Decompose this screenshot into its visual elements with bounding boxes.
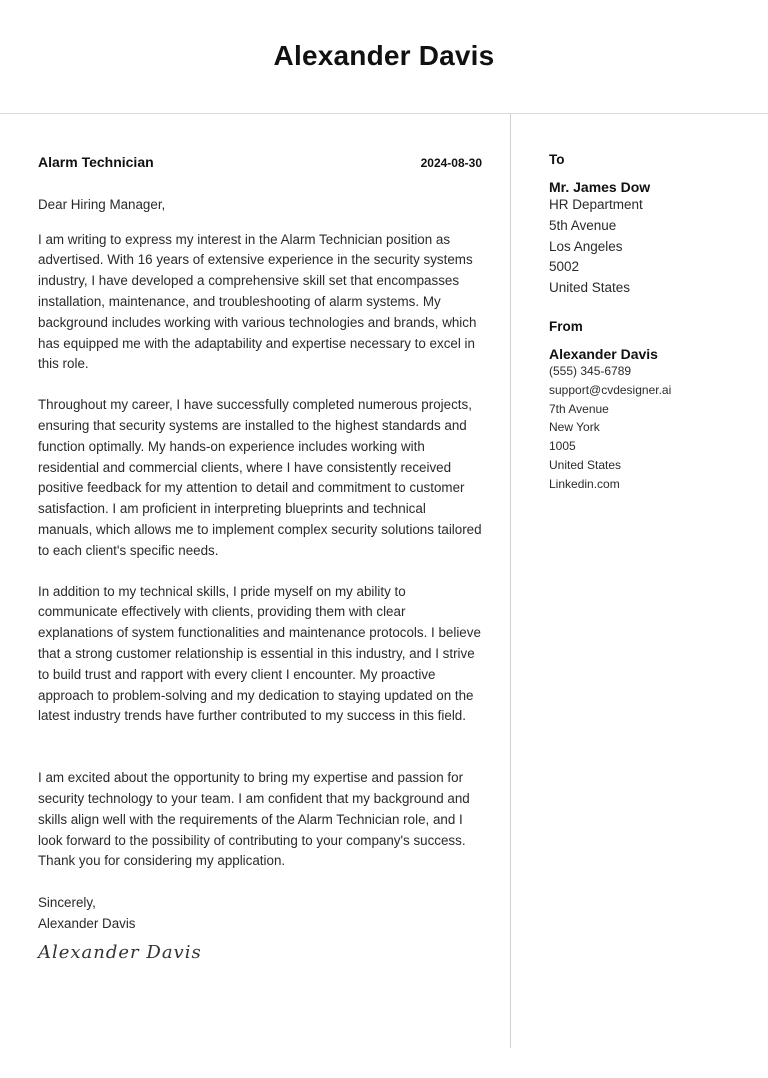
recipient-line: 5002	[549, 259, 580, 275]
paragraph-4: I am excited about the opportunity to bring my expertise and passion for security technology to your team. I am confident that my background and skills align well with the requirements of the Alarm Technician role, and I look forward to the possibility of contributing to your company's success. Thank you for considering my application.	[38, 770, 470, 869]
letter-date: 2024-08-30	[420, 156, 482, 170]
paragraph-3: In addition to my technical skills, I pride myself on my ability to communicate effectively with clients, providing them with clear explanations of system functionalities and maintenance protocols. I believe that a strong customer relationship is essential in this industry, and I strive to build trust and rapport with every client I encounter. My proactive approach to problem-solving and my dedication to staying updated on the latest industry trends have further contributed to my success in this field.	[38, 583, 481, 724]
paragraph-2: Throughout my career, I have successfully completed numerous projects, ensuring that security systems are installed to the highest standards and function optimally. My hands-on experience includes working with residential and commercial clients, where I have consistently received positive feedback for my attention to detail and commitment to customer satisfaction. I am proficient in interpreting blueprints and technical manuals, which allows me to implement complex security solutions tailored to each client's specific needs.	[38, 397, 482, 558]
signature: Alexander Davis	[38, 941, 202, 963]
applicant-name: Alexander Davis	[273, 40, 495, 71]
closing-name: Alexander Davis	[38, 915, 136, 931]
from-label: From	[549, 318, 583, 334]
sender-email: support@cvdesigner.ai	[549, 382, 672, 397]
job-title: Alarm Technician	[38, 154, 154, 170]
sender-linkedin: Linkedin.com	[549, 476, 620, 491]
letter-body	[38, 152, 482, 964]
recipient-line: United States	[549, 280, 631, 296]
column-divider	[510, 114, 511, 1048]
to-label: To	[549, 152, 565, 167]
recipient-line: Los Angeles	[549, 238, 623, 254]
sender-line: 1005	[549, 439, 576, 454]
sender-phone: (555) 345-6789	[549, 363, 632, 378]
sender-line: New York	[549, 420, 600, 435]
recipient-line: 5th Avenue	[549, 217, 617, 233]
recipient-name: Mr. James Dow	[549, 179, 651, 195]
salutation: Dear Hiring Manager,	[38, 196, 166, 212]
sender-line: 7th Avenue	[549, 401, 609, 416]
paragraph-1: I am writing to express my interest in the Alarm Technician position as advertised. With 16 years of extensive experience in the security systems industry, I have developed a comprehensive skill set that encompasses installation, maintenance, and troubleshooting of alarm systems. My background includes working with various technologies and brands, which has equipped me with the adaptability and expertise necessary to excel in this role.	[38, 231, 477, 372]
recipient-line: HR Department	[549, 197, 643, 212]
address-sidebar	[549, 152, 759, 494]
header	[0, 0, 768, 114]
sender-line: United States	[549, 457, 622, 472]
closing: Sincerely,	[38, 895, 96, 911]
letter-meta	[38, 152, 482, 174]
sender-name: Alexander Davis	[549, 345, 658, 362]
